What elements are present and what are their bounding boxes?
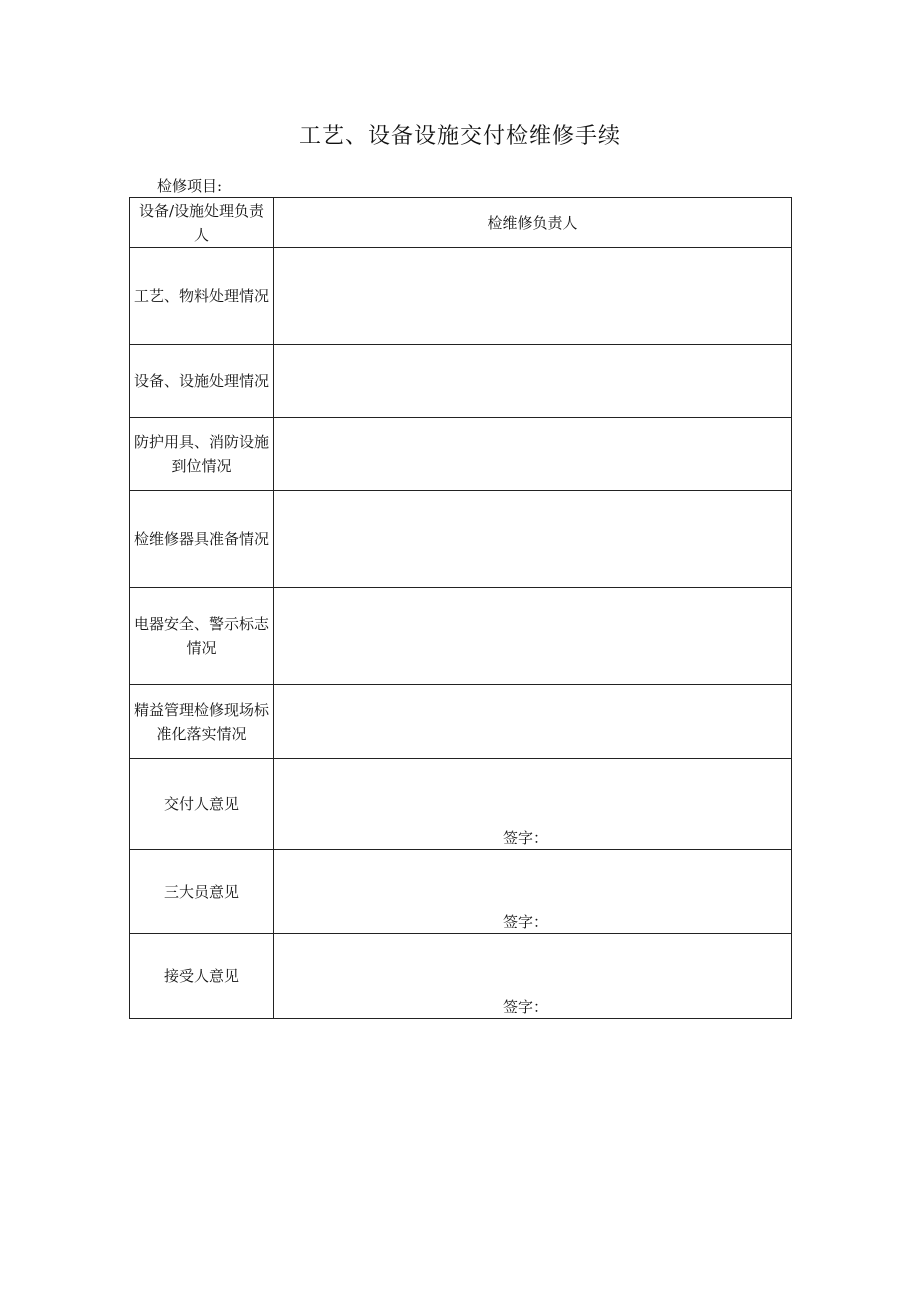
table-row	[130, 418, 792, 491]
row-value-equipment[interactable]	[274, 345, 792, 418]
row-label-tools: 检维修器具准备情况	[130, 491, 274, 588]
opinion-value-three-staff[interactable]	[274, 850, 792, 934]
handover-form-table	[129, 197, 792, 1019]
row-value-lean-management[interactable]	[274, 685, 792, 759]
row-value-electrical-safety[interactable]	[274, 588, 792, 685]
project-label: 检修项目:	[157, 177, 223, 195]
table-row	[130, 685, 792, 759]
row-label-protective-fire: 防护用具、消防设施到位情况	[130, 418, 274, 491]
row-value-process-material[interactable]	[274, 248, 792, 345]
signature-label: 签字：	[503, 998, 549, 1016]
row-label-equipment: 设备、设施处理情况	[130, 345, 274, 418]
opinion-row	[130, 759, 792, 850]
opinion-value-receiver[interactable]	[274, 934, 792, 1019]
opinion-row	[130, 850, 792, 934]
row-label-electrical-safety: 电器安全、警示标志情况	[130, 588, 274, 685]
signature-label: 签字：	[503, 913, 549, 931]
table-row	[130, 345, 792, 418]
opinion-value-handover[interactable]	[274, 759, 792, 850]
opinion-row	[130, 934, 792, 1019]
opinion-label-handover: 交付人意见	[130, 759, 274, 850]
row-value-protective-fire[interactable]	[274, 418, 792, 491]
row-value-tools[interactable]	[274, 491, 792, 588]
row-label-lean-management: 精益管理检修现场标准化落实情况	[130, 685, 274, 759]
maintenance-responsible-label: 检维修负责人	[274, 198, 792, 248]
header-row	[130, 198, 792, 248]
page-title: 工艺、设备设施交付检维修手续	[298, 124, 621, 149]
table-row	[130, 588, 792, 685]
opinion-label-receiver: 接受人意见	[130, 934, 274, 1019]
row-label-process-material: 工艺、物料处理情况	[130, 248, 274, 345]
table-row	[130, 491, 792, 588]
signature-label: 签字：	[503, 829, 549, 847]
opinion-label-three-staff: 三大员意见	[130, 850, 274, 934]
responsible-label: 设备/设施处理负责人	[130, 198, 274, 248]
table-row	[130, 248, 792, 345]
